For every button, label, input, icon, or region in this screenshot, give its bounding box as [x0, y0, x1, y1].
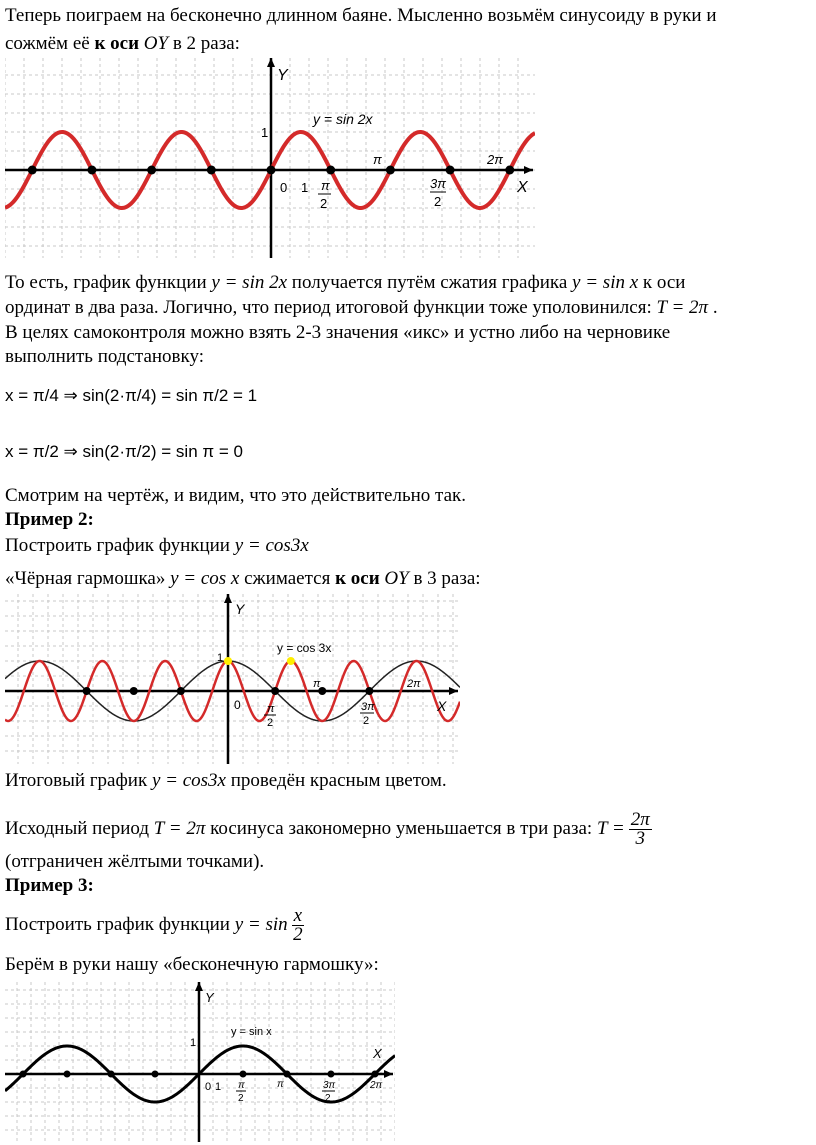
tick-3pi-half-den: 2 [363, 715, 370, 727]
intro-line-1: Теперь поиграем на бесконечно длинном баяне. Мысленно возьмём синусоиду в руки и [5, 5, 717, 26]
tick-3pi-half-den: 2 [434, 194, 442, 209]
para1-line-2: ординат в два раза. Логично, что период итоговой функции тоже уполовинился: T = 2π . [5, 297, 718, 318]
axis-point [108, 1071, 115, 1078]
example2-title: Пример 2: [5, 509, 94, 530]
para5: (отграничен жёлтыми точками). [5, 851, 265, 872]
tick-2pi: 2π [370, 1080, 383, 1091]
tick-3pi-half-num: 3π [361, 701, 375, 713]
tick-3pi-half-num: 3π [430, 176, 446, 191]
zero-point [271, 687, 279, 695]
zero-point [207, 166, 216, 175]
axis-point [64, 1071, 71, 1078]
zero-point [267, 166, 276, 175]
y-axis-label: Y [205, 990, 214, 1005]
tick-3pi-half-num: 3π [323, 1080, 336, 1091]
zero-point [28, 166, 37, 175]
tick-pi-half-den: 2 [320, 196, 328, 211]
tick-2pi: 2π [407, 678, 421, 690]
tick-pi-half-den: 2 [267, 717, 274, 729]
tick-pi-half-num: π [267, 703, 275, 715]
example2-harmonica: «Чёрная гармошка» y = cos x сжимается к оси OY в 3 раза: [5, 568, 481, 589]
tick-pi: π [373, 152, 382, 167]
axis-point [283, 1071, 290, 1078]
para6: Берём в руки нашу «бесконечную гармошку»: [5, 954, 379, 975]
y-axis-label: Y [277, 67, 288, 84]
zero-point [446, 166, 455, 175]
para1-line-3: В целях самоконтроля можно взять 2-3 значения «икс» и устно либо на черновике [5, 322, 671, 343]
zero-point [177, 687, 185, 695]
para2: Смотрим на чертёж, и видим, что это действительно так. [5, 485, 467, 506]
tick-pi-half-num: π [321, 178, 330, 193]
axis-point [371, 1071, 378, 1078]
tick-zero: 0 [234, 698, 241, 712]
para3: Итоговый график y = cos3x проведён красным цветом. [5, 770, 447, 791]
zero-point [87, 166, 96, 175]
curve-label: y = cos 3x [277, 641, 332, 655]
tick-one-x: 1 [215, 1081, 222, 1093]
zero-point [505, 166, 514, 175]
tick-pi: π [277, 1079, 284, 1090]
zero-point [83, 687, 91, 695]
formula-1: x = π/4 ⇒ sin(2·π/4) = sin π/2 = 1 [5, 386, 258, 405]
tick-pi: π [313, 678, 321, 690]
axis-point [152, 1071, 159, 1078]
axis-point [327, 1071, 334, 1078]
tick-pi-half-den: 2 [238, 1093, 244, 1104]
graph-cos3x [5, 594, 460, 764]
period-point [287, 657, 295, 665]
zero-point [386, 166, 395, 175]
tick-zero: 0 [280, 180, 288, 195]
x-axis-label: X [373, 1046, 382, 1061]
zero-point [326, 166, 335, 175]
para1-line-1: То есть, график функции y = sin 2x получается путём сжатия графика y = sin x к оси [5, 272, 686, 293]
example2-task: Построить график функции y = cos3x [5, 535, 309, 556]
graph-sinx [5, 982, 395, 1142]
y-axis-label: Y [235, 601, 245, 617]
tick-one: 1 [261, 125, 269, 140]
para1-line-4: выполнить подстановку: [5, 346, 205, 367]
example3-title: Пример 3: [5, 875, 94, 896]
period-point [224, 657, 232, 665]
intro-line-2: сожмём её к оси OY в 2 раза: [5, 33, 240, 54]
graph-sin2x [5, 58, 535, 258]
tick-3pi-half-den: 2 [325, 1093, 331, 1104]
para4: Исходный период T = 2π косинуса закономерно уменьшается в три раза: T = $\frac{2\pi}{3}$ [5, 809, 650, 850]
tick-one: 1 [217, 652, 224, 664]
formula-2: x = π/2 ⇒ sin(2·π/2) = sin π = 0 [5, 442, 243, 461]
axis-point [20, 1071, 27, 1078]
tick-2pi: 2π [487, 152, 503, 167]
zero-point [365, 687, 373, 695]
example3-task: Построить график функции y = sin $\frac{x}{2}$ [5, 905, 303, 946]
tick-pi-half-num: π [238, 1080, 245, 1091]
zero-point [130, 687, 138, 695]
x-axis-label: X [437, 698, 447, 714]
tick-zero: 0 [205, 1081, 212, 1093]
zero-point [147, 166, 156, 175]
x-axis-label: X [517, 179, 528, 196]
tick-one-x: 1 [301, 180, 309, 195]
axis-point [239, 1071, 246, 1078]
curve-label: y = sin 2x [313, 111, 373, 127]
curve-label: y = sin x [231, 1026, 272, 1038]
tick-one: 1 [190, 1037, 197, 1049]
